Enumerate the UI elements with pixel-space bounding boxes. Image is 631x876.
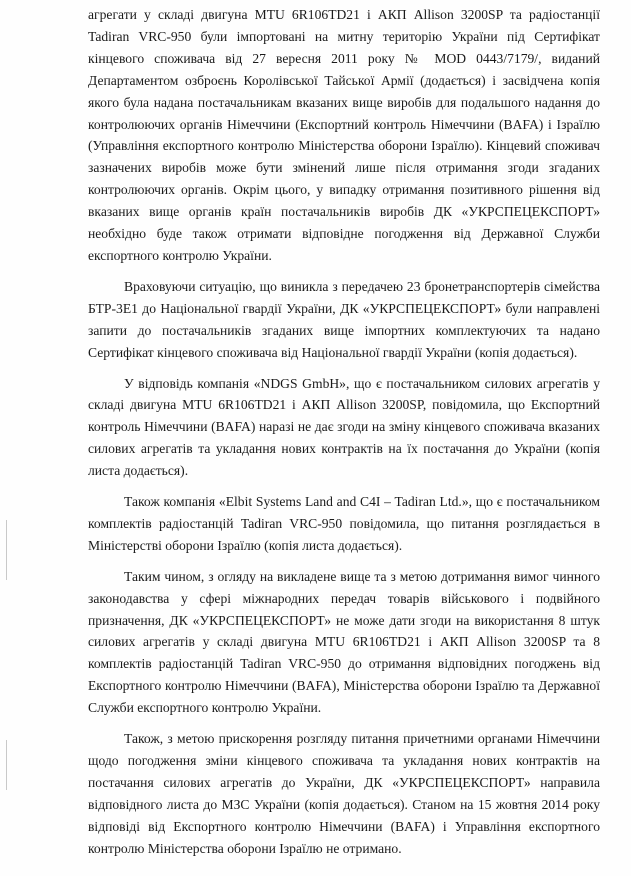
paragraph-situation: Враховуючи ситуацію, що виникла з передачею 23 бронетранспортерів сімейства БТР-3Е1 до Національної гвардії України, ДК «УКРСПЕЦЕКСПОРТ» були направлені запити до постачальників згаданих вище імпортних комплектуючих та надано Сертифікат кінцевого споживача від Національної гвардії України (копія додається).	[88, 278, 600, 360]
paragraph-mfa-letter: Також, з метою прискорення розгляду питання причетними органами Німеччини щодо погодження зміни кінцевого споживача та укладання нових контрактів на постачання силових агрегатів до України, ДК «УКРСПЕЦЕКСПОРТ» направила відповідного листа до МЗС України (копія додається). Станом на 15 жовтня 2014 року відповіді від Експортного контролю Німеччини (BAFA) і Управління експортного контролю Міністерства оборони Ізраїлю не отримано.	[88, 731, 600, 856]
paragraph-ndgs-response: У відповідь компанія «NDGS GmbH», що є постачальником силових агрегатів у складі двигуна MTU 6R106TD21 і АКП Allison 3200SP, повідомила, що Експортний контроль Німеччини (BAFA) наразі не дає згоди на зміну кінцевого споживача вказаних силових агрегатів та укладання нових контрактів на їх постачання до України (копія листа додається).	[88, 375, 600, 479]
paragraph-elbit-response: Також компанія «Elbit Systems Land and C4I – Tadiran Ltd.», що є постачальником комплектів радіостанцій Tadiran VRC-950 повідомила, що питання розглядається в Міністерстві оборони Ізраїлю (копія листа додається).	[88, 494, 600, 553]
paragraph-continuation: агрегати у складі двигуна MTU 6R106TD21 і АКП Allison 3200SP та радіостанції Tadiran VRC-950 були імпортовані на митну територію України під Сертифікат кінцевого споживача від 27 вересня 2011 року № MOD 0443/7179/, виданий Департаментом озброєнь Королівської Тайської Армії (додається) і засвідчена копія якого була надана постачальникам вказаних вище виробів для подальшого надання до контролюючих органів Німеччини (Експортний контроль Німеччини (BAFA) і Ізраїлю (Управління експортного контролю Міністерства оборони Ізраїлю). Кінцевий споживач зазначених виробів може бути змінений лише після отримання згоди згаданих контролюючих органів. Окрім цього, у випадку отримання позитивного рішення від вказаних вище органів країн постачальників виробів ДК «УКРСПЕЦЕКСПОРТ» необхідно буде також отримати відповідне погодження від Державної Служби експортного контролю України.	[88, 7, 600, 263]
paragraph-conclusion: Таким чином, з огляду на викладене вище та з метою дотримання вимог чинного законодавства у сфері міжнародних передач товарів військового і подвійного призначення, ДК «УКРСПЕЦЕКСПОРТ» не може дати згоди на використання 8 штук силових агрегатів у складі двигуна MTU 6R106TD21 і АКП Allison 3200SP та 8 комплектів радіостанцій Tadiran VRC-950 до отримання відповідних погоджень від Експортного контролю Німеччини (BAFA), Міністерства оборони Ізраїлю та Державної Служби експортного контролю України.	[88, 568, 600, 716]
scan-edge-mark	[6, 740, 7, 790]
document-body	[88, 4, 600, 869]
scan-edge-mark	[6, 520, 7, 580]
